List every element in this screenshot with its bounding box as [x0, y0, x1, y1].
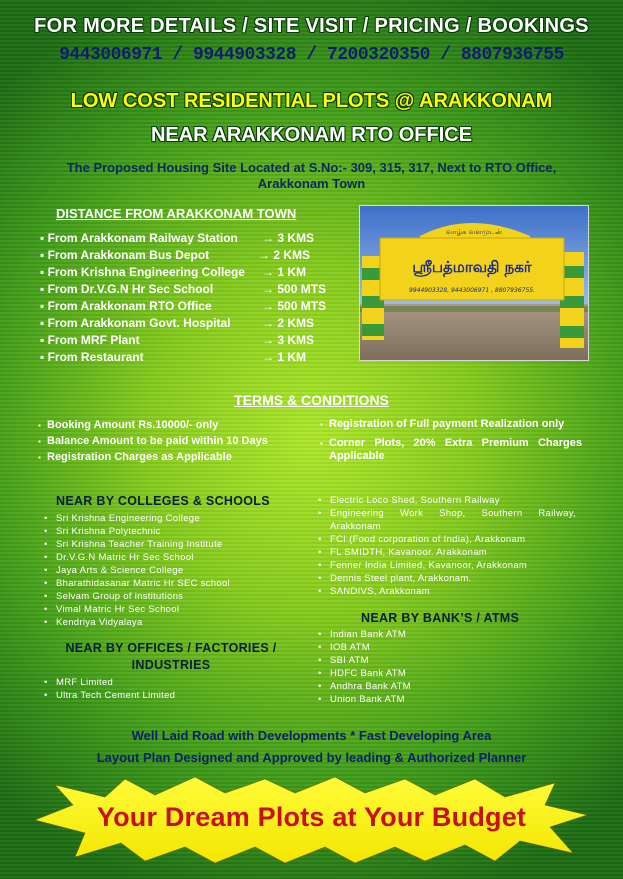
tagline-roads: Well Laid Road with Developments * Fast Developing Area — [131, 728, 492, 743]
list-item: • Bharathidasanar Matric Hr SEC school — [44, 577, 304, 590]
list-item: • Fenner India Limited, Kavanoor, Arakkonam — [318, 559, 576, 572]
terms-item: ▪ Corner Plots, 20% Extra Premium Charges Applicable — [320, 437, 582, 463]
list-item: • Jaya Arts & Science College — [44, 564, 304, 577]
location-subheadline: NEAR ARAKKONAM RTO OFFICE — [150, 124, 473, 146]
distance-row — [40, 315, 360, 332]
phone-numbers: 9443006971 / 9944903328 / 7200320350 / 8807936755 — [59, 45, 564, 65]
distance-place: ▪ From Arakkonam Bus Depot — [40, 248, 210, 262]
list-item: • Dr.V.G.N Matric Hr Sec School — [44, 551, 304, 564]
site-photo — [359, 205, 589, 361]
distance-value: → 500 MTS — [262, 282, 327, 296]
distance-row — [40, 281, 360, 298]
terms-item: ▪ Registration of Full payment Realization only — [320, 418, 582, 431]
distance-value: → 1 KM — [262, 265, 307, 279]
list-item: • Sri Krishna Polytechnic — [44, 525, 304, 538]
list-item: • Union Bank ATM — [318, 693, 576, 706]
list-item: • Kendriya Vidyalaya — [44, 616, 304, 629]
list-item: • HDFC Bank ATM — [318, 667, 576, 680]
terms-left-list — [38, 418, 308, 466]
main-headline: LOW COST RESIDENTIAL PLOTS @ ARAKKONAM — [70, 90, 553, 112]
list-item: • Dennis Steel plant, Arakkonam. — [318, 572, 576, 585]
site-location-line-1: The Proposed Housing Site Located at S.No:- 309, 315, 317, Next to RTO Office, — [66, 160, 557, 175]
list-item: • Vimal Matric Hr Sec School — [44, 603, 304, 616]
distance-row — [40, 349, 360, 366]
offices-title-line-1: NEAR BY OFFICES / FACTORIES / — [65, 641, 277, 655]
distance-value: → 500 MTS — [262, 299, 327, 313]
site-location-text — [0, 160, 623, 192]
distance-place: ▪ From Krishna Engineering College — [40, 265, 245, 279]
distance-place: ▪ From Arakkonam Govt. Hospital — [40, 316, 231, 330]
distance-row — [40, 332, 360, 349]
terms-right-list — [320, 418, 582, 464]
offices-list — [44, 676, 304, 702]
site-location-line-2: Arakkonam Town — [257, 176, 366, 191]
distance-place: ▪ From Arakkonam RTO Office — [40, 299, 212, 313]
tagline-layout: Layout Plan Designed and Approved by leading & Authorized Planner — [96, 750, 527, 765]
distance-row — [40, 298, 360, 315]
list-item: • MRF Limited — [44, 676, 304, 689]
industries-list — [318, 494, 576, 598]
list-item: • Selvam Group of institutions — [44, 590, 304, 603]
offices-section-title — [50, 640, 292, 674]
site-sign-illustration — [360, 206, 588, 360]
distance-section-title: DISTANCE FROM ARAKKONAM TOWN — [56, 206, 297, 221]
list-item: • IOB ATM — [318, 641, 576, 654]
list-item: • Engineering Work Shop, Southern Railway, Arakkonam — [318, 507, 576, 533]
terms-item: ▪ Registration Charges as Applicable — [38, 450, 308, 465]
sign-greeting-text: வாழ்க வளமுடன் — [446, 228, 502, 236]
list-item: • SBI ATM — [318, 654, 576, 667]
list-item: • SANDIVS, Arakkonam — [318, 585, 576, 598]
list-item: • Indian Bank ATM — [318, 628, 576, 641]
sign-name-text: ஸ்ரீபத்மாவதி நகர் — [412, 258, 532, 276]
banner-text: Your Dream Plots at Your Budget — [96, 802, 527, 832]
terms-item: ▪ Balance Amount to be paid within 10 Days — [38, 434, 308, 449]
contact-info-heading: FOR MORE DETAILS / SITE VISIT / PRICING / BOOKINGS — [34, 15, 589, 37]
sign-phones-text: 9944903328, 9443006971 , 8807936755. — [409, 287, 535, 294]
terms-section-title: TERMS & CONDITIONS — [234, 392, 389, 408]
distance-place: ▪ From Restaurant — [40, 350, 144, 364]
distance-value: → 3 KMS — [262, 333, 315, 347]
colleges-list — [44, 512, 304, 629]
distance-value: → 3 KMS — [262, 231, 315, 245]
list-item: • FL SMIDTH, Kavanoor. Arakkonam — [318, 546, 576, 559]
distance-place: ▪ From Dr.V.G.N Hr Sec School — [40, 282, 214, 296]
list-item: • Ultra Tech Cement Limited — [44, 689, 304, 702]
list-item: • Sri Krishna Engineering College — [44, 512, 304, 525]
list-item: • Sri Krishna Teacher Training Institute — [44, 538, 304, 551]
distance-value: → 2 KMS — [262, 316, 315, 330]
distance-place: ▪ From MRF Plant — [40, 333, 140, 347]
distance-row — [40, 230, 360, 247]
distance-row — [40, 247, 360, 264]
distance-row — [40, 264, 360, 281]
offices-title-line-2: INDUSTRIES — [131, 658, 211, 672]
terms-item: ▪ Booking Amount Rs.10000/- only — [38, 418, 308, 433]
banks-section-title: NEAR BY BANK’S / ATMS — [361, 611, 520, 625]
distance-value: → 2 KMS — [258, 248, 311, 262]
banks-list — [318, 628, 576, 706]
list-item: • FCI (Food corporation of India), Arakkonam — [318, 533, 576, 546]
colleges-section-title: NEAR BY COLLEGES & SCHOOLS — [56, 494, 270, 508]
distance-list — [40, 230, 360, 366]
distance-place: ▪ From Arakkonam Railway Station — [40, 231, 238, 245]
list-item: • Electric Loco Shed, Southern Railway — [318, 494, 576, 507]
list-item: • Andhra Bank ATM — [318, 680, 576, 693]
distance-value: → 1 KM — [262, 350, 307, 364]
